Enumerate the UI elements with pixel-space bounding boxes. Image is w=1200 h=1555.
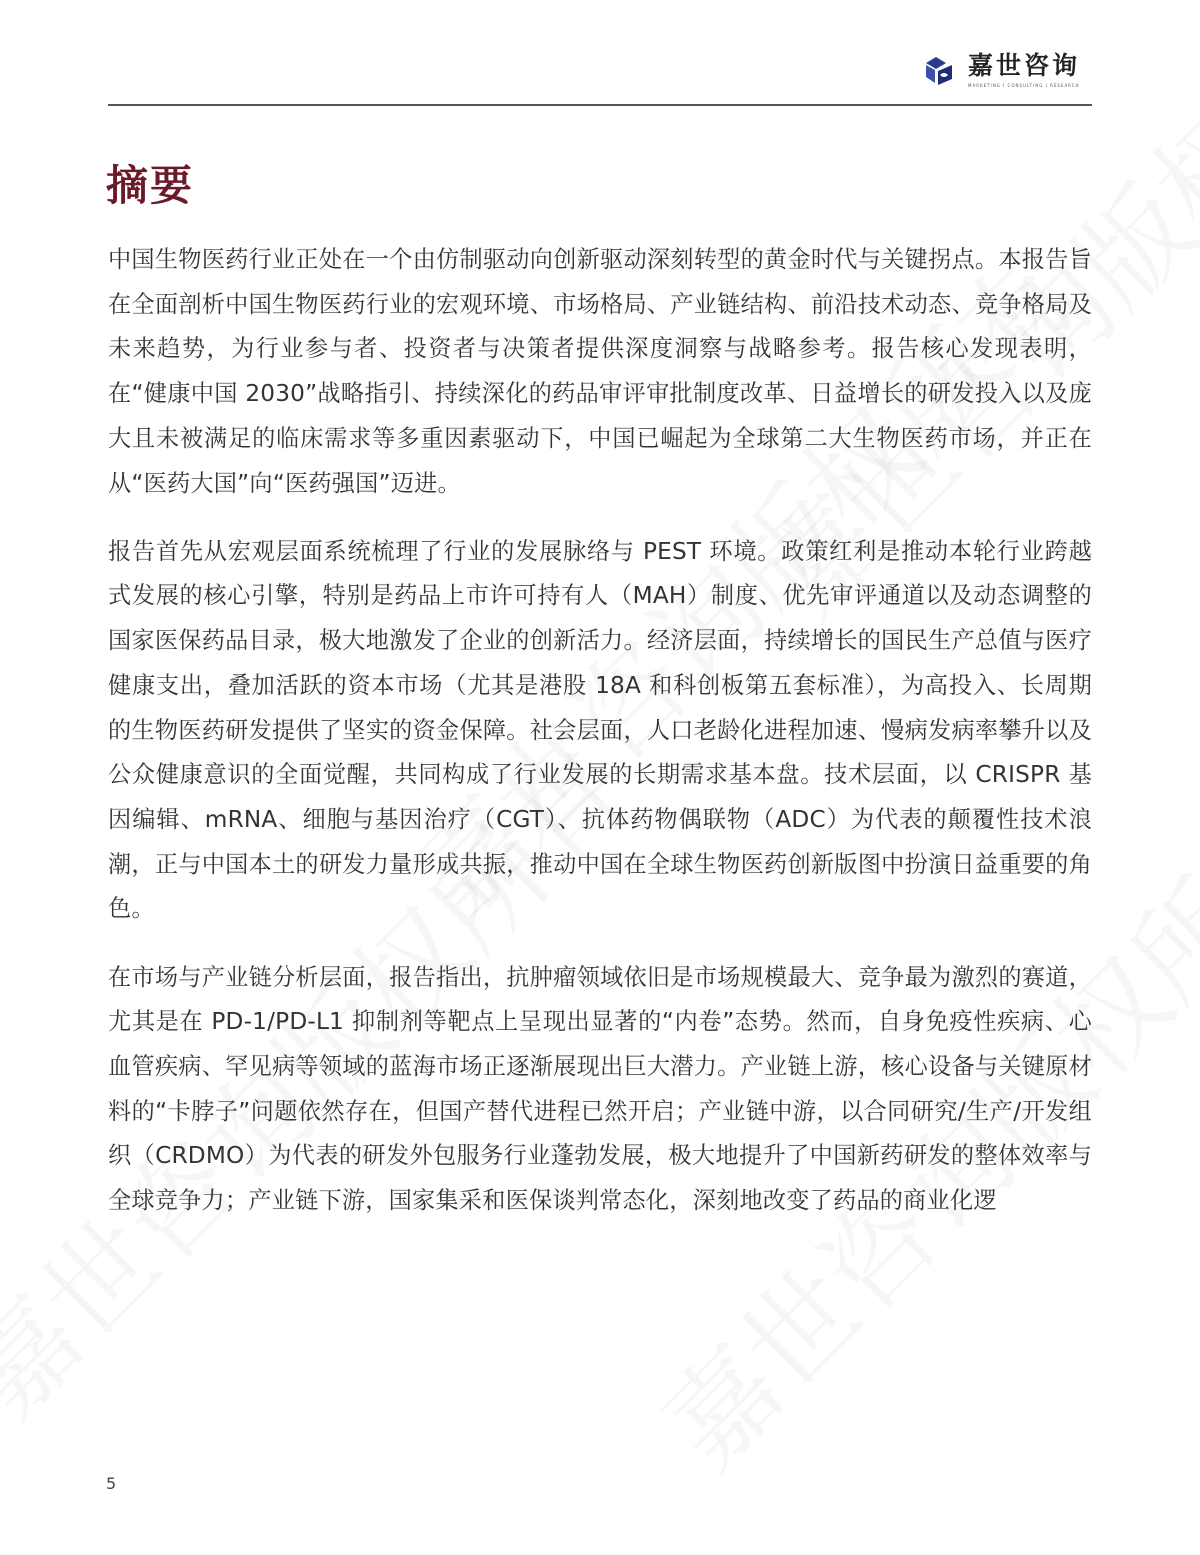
summary-body bbox=[108, 238, 1092, 1247]
page-number: 5 bbox=[106, 1474, 117, 1493]
logo-tagline: MARKETING I CONSULTING I RESEARCH bbox=[968, 83, 1080, 88]
logo-mark-icon bbox=[922, 53, 956, 87]
page-title: 摘要 bbox=[106, 161, 195, 210]
paragraph: 报告首先从宏观层面系统梳理了行业的发展脉络与 PEST 环境。政策红利是推动本轮行业跨越式发展的核心引擎，特别是药品上市许可持有人（MAH）制度、优先审评通道以及动态调整的国家医保药品目录，极大地激发了企业的创新活力。经济层面，持续增长的国民生产总值与医疗健康支出，叠加活跃的资本市场（尤其是港股 18A 和科创板第五套标准），为高投入、长周期的生物医药研发提供了坚实的资金保障。社会层面，人口老龄化进程加速、慢病发病率攀升以及公众健康意识的全面觉醒，共同构成了行业发展的长期需求基本盘。技术层面，以 CRISPR 基因编辑、mRNA、细胞与基因治疗（CGT）、抗体药物偶联物（ADC）为代表的颠覆性技术浪潮，正与中国本土的研发力量形成共振，推动中国在全球生物医药创新版图中扮演日益重要的角色。 bbox=[108, 537, 1092, 923]
paragraph: 在市场与产业链分析层面，报告指出，抗肿瘤领域依旧是市场规模最大、竞争最为激烈的赛道，尤其是在 PD-1/PD-L1 抑制剂等靶点上呈现出显著的“内卷”态势。然而，自身免疫性疾病、心血管疾病、罕见病等领域的蓝海市场正逐渐展现出巨大潜力。产业链上游，核心设备与关键原材料的“卡脖子”问题依然存在，但国产替代进程已然开启；产业链中游，以合同研究/生产/开发组织（CRDMO）为代表的研发外包服务行业蓬勃发展，极大地提升了中国新药研发的整体效率与全球竞争力；产业链下游，国家集采和医保谈判常态化，深刻地改变了药品的商业化逻 bbox=[108, 963, 1092, 1215]
logo-name: 嘉世咨询 bbox=[968, 51, 1081, 80]
paragraph: 中国生物医药行业正处在一个由仿制驱动向创新驱动深刻转型的黄金时代与关键拐点。本报告旨在全面剖析中国生物医药行业的宏观环境、市场格局、产业链结构、前沿技术动态、竞争格局及未来趋势，为行业参与者、投资者与决策者提供深度洞察与战略参考。报告核心发现表明，在“健康中国 2030”战略指引、持续深化的药品审评审批制度改革、日益增长的研发投入以及庞大且未被满足的临床需求等多重因素驱动下，中国已崛起为全球第二大生物医药市场，并正在从“医药大国”向“医药强国”迈进。 bbox=[108, 246, 1092, 497]
company-logo bbox=[922, 52, 1080, 88]
header-divider bbox=[108, 104, 1092, 106]
